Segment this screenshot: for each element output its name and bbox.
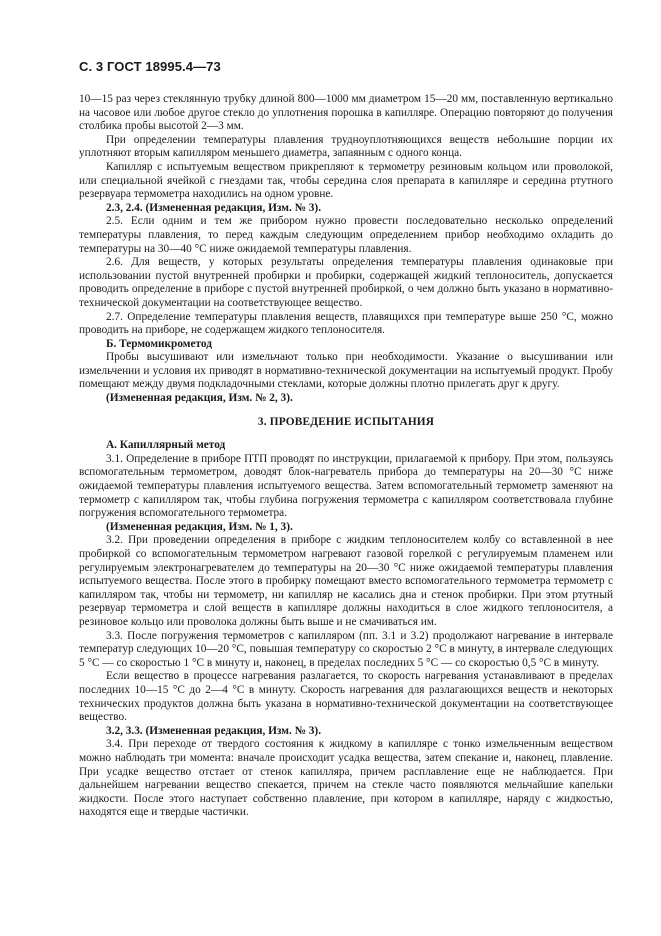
paragraph-2-5: 2.5. Если одним и тем же прибором нужно провести последовательно несколько определений температуры плавления, то перед каждым следующим определением прибор необходимо охладить до температуры на 30—40 °С ниже ожидаемой температуры плавления. <box>79 215 613 255</box>
paragraph-3-1: 3.1. Определение в приборе ПТП проводят по инструкции, прилагаемой к прибору. При этом, пользуясь вспомогательным термометром, доводят блок-нагреватель прибора до температуры на 20—30 °С ниже ожидаемой температуры плавления испытуемого вещества. Затем вспомогательный термометр заменяют на термометр с капилляром так, чтобы глубина погружения термометра с капилляром соответствовала глубине погружения вспомогательного термометра. <box>79 452 613 520</box>
section-title: 3. ПРОВЕДЕНИЕ ИСПЫТАНИЯ <box>257 415 435 428</box>
subsection-b-title: Б. Термомикрометод <box>106 337 212 350</box>
paragraph-2-7: 2.7. Определение температуры плавления веществ, плавящихся при температуре выше 250 °С, можно проводить на приборе, не содержащем жидкого теплоносителя. <box>79 310 613 337</box>
page-header: С. 3 ГОСТ 18995.4—73 <box>79 59 221 74</box>
paragraph-3-3: 3.3. После погружения термометров с капилляром (пп. 3.1 и 3.2) продолжают нагревание в интервале температур следующих 10—20 °С, повышая температуру со скоростью 2 °С в минуту, в интервале следующих 5 °С — со скоростью 1 °С в минуту и, наконец, в пределах последних 5 °С — со скоростью 0,5 °С в минуту. <box>79 629 613 669</box>
amendment-note-2-3: (Измененная редакция, Изм. № 2, 3). <box>106 392 293 405</box>
amendment-note-3-2-3-3: 3.2, 3.3. (Измененная редакция, Изм. № 3). <box>106 724 322 737</box>
paragraph-3-2: 3.2. При проведении определения в приборе с жидким теплоносителем колбу со вставленной в нее пробиркой со вспомогательным термометром нагревают газовой горелкой с регулируемым пламенем или регулируемым электронагревателем до температуры на 20—30 °С ниже ожидаемой температуры плавления испытуемого вещества. После этого в пробирку помещают вместо вспомогательного термометра термометр с капилляром так, чтобы ни термометр, ни капилляр не касались дна и стенок пробирки. При этом ртутный резервуар термометра и слой веществ в капилляре должны находиться в слое жидкого теплоносителя, а резиновое кольцо или проволока должны быть выше и не смачиваться им. <box>79 534 613 628</box>
amendment-note-2-3-2-4: 2.3, 2.4. (Измененная редакция, Изм. № 3). <box>106 201 322 214</box>
paragraph-decomposing: Если вещество в процессе нагревания разлагается, то скорость нагревания устанавливают в пределах последних 10—15 °С до 2—4 °С в минуту. Скорость нагревания для разлагающихся веществ и некоторых технических продуктов должна быть указана в нормативно-технической документации на соответствующее вещество. <box>79 670 613 724</box>
paragraph-3-4: 3.4. При переходе от твердого состояния к жидкому в капилляре с тонко измельченным веществом можно наблюдать три момента: вначале происходит усадка вещества, затем спекание и, наконец, плавление. При усадке вещество отстает от стенок капилляра, причем расплавление еще не наблюдается. При дальнейшем нагревании вещество спекается, причем на стекле часто появляются мельчайшие капельки жидкости. После этого наступает собственно плавление, при котором в капилляре, наряду с жидкостью, находятся еще и твердые частички. <box>79 738 613 819</box>
paragraph-2-6: 2.6. Для веществ, у которых результаты определения температуры плавления одинаковые при использовании пустой внутренней пробирки и пробирки, содержащей жидкий теплоноситель, допускается проводить определение в приборе с пустой внутренней пробиркой, о чем должно быть указано в нормативно-технической документации на соответствующее вещество. <box>79 256 613 309</box>
paragraph-thermomicro: Пробы высушивают или измельчают только при необходимости. Указание о высушивании или измельчении и условия их приводят в нормативно-технической документации на испытуемый продукт. Пробу помещают между двумя подкладочными стеклами, которые должны плотно прилегать друг к другу. <box>79 351 613 391</box>
amendment-note-1-3: (Измененная редакция, Изм. № 1, 3). <box>106 520 293 533</box>
document-body <box>79 93 613 820</box>
subsection-a-title: А. Капиллярный метод <box>106 439 226 452</box>
paragraph-capillary-attach: Капилляр с испытуемым веществом прикрепляют к термометру резиновым кольцом или проволокой, или специальной ячейкой с гнездами так, чтобы середина слоя препарата в капилляре и середина ртутного резервуара термометра находились на одном уровне. <box>79 160 613 201</box>
paragraph-dense-substances: При определении температуры плавления трудноуплотняющихся веществ небольшие порции их уплотняют вторым капилляром меньшего диаметра, запаянным с одного конца. <box>79 133 613 160</box>
paragraph-continuation: 10—15 раз через стеклянную трубку длиной 800—1000 мм диаметром 15—20 мм, поставленную вертикально на часовое или любое другое стекло до уплотнения порошка в капилляре. Операцию повторяют до получения столбика пробы высотой 2—3 мм. <box>79 93 613 133</box>
